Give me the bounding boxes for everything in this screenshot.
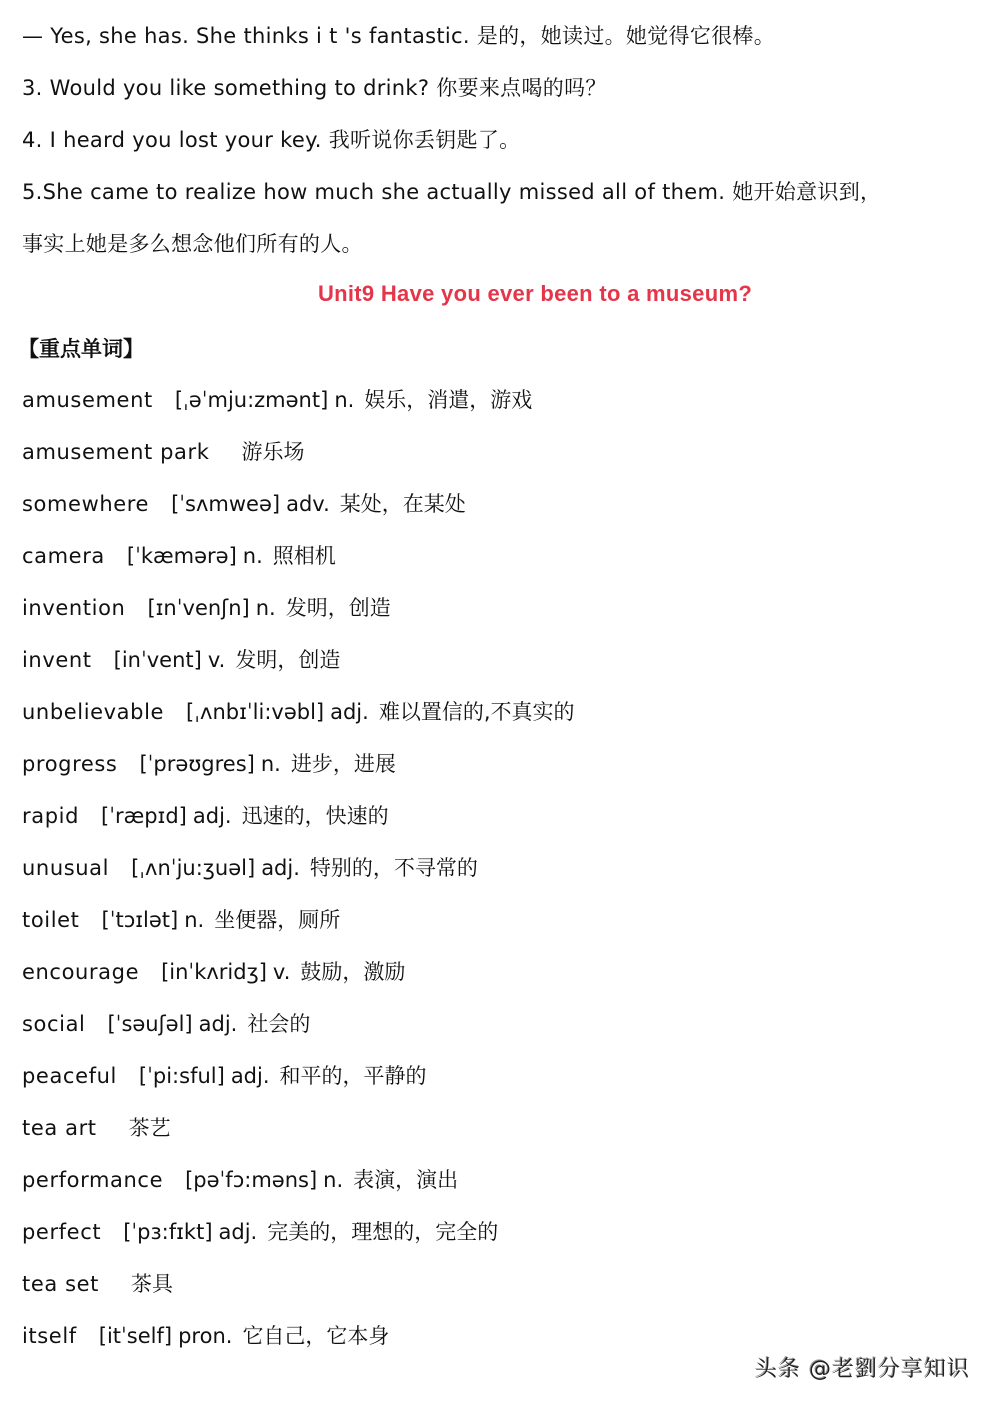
vocab-part-of-speech: v.	[272, 960, 291, 984]
vocab-part-of-speech: v.	[207, 648, 226, 672]
vocab-meaning: 迅速的，快速的	[241, 804, 389, 828]
vocab-part-of-speech: adv.	[286, 492, 330, 516]
unit-title: Unit9 Have you ever been to a museum?	[317, 281, 753, 306]
vocab-phonetic: [ˌəˈmju:zmənt]	[174, 388, 329, 412]
vocab-word: amusement park	[22, 440, 210, 464]
vocab-word: unusual	[22, 856, 110, 880]
vocab-phonetic: [ˈsʌmweə]	[171, 492, 281, 516]
vocab-entry	[22, 853, 478, 883]
vocab-word: social	[22, 1012, 86, 1036]
vocab-phonetic: [itˈself]	[98, 1324, 173, 1348]
watermark: 头条 @老劉分享知识	[755, 1357, 970, 1382]
vocab-meaning: 表演，演出	[353, 1168, 459, 1192]
vocab-entry	[22, 905, 340, 935]
vocab-phonetic: [ˈpɜ:fɪkt]	[123, 1220, 213, 1244]
vocab-meaning: 鼓励，激励	[300, 960, 406, 984]
vocab-phonetic: [ˈsəuʃəl]	[107, 1012, 193, 1036]
vocab-part-of-speech: adj.	[218, 1220, 258, 1244]
vocab-part-of-speech: n.	[334, 388, 355, 412]
vocab-phonetic: [inˈkʌridʒ]	[161, 960, 267, 984]
vocab-meaning: 它自己，它本身	[242, 1324, 390, 1348]
vocab-entry	[22, 1217, 498, 1247]
vocab-word: invent	[22, 648, 92, 672]
vocab-phonetic: [ˈprəʊgres]	[139, 752, 255, 776]
vocab-entry	[22, 541, 336, 571]
vocab-word: rapid	[22, 804, 79, 828]
vocab-entry	[22, 1061, 427, 1091]
intro-line: 3. Would you like something to drink? 你要来点喝的吗？	[22, 76, 607, 100]
vocab-entry	[22, 489, 466, 519]
vocab-entry	[22, 645, 340, 675]
vocab-meaning: 社会的	[247, 1012, 311, 1036]
vocab-entry	[22, 385, 532, 415]
vocab-phonetic: [ˈtɔɪlət]	[101, 908, 179, 932]
vocab-entry	[22, 1113, 171, 1143]
vocab-part-of-speech: n.	[242, 544, 263, 568]
vocab-part-of-speech: pron.	[178, 1324, 233, 1348]
vocab-word: progress	[22, 752, 118, 776]
vocab-entry	[22, 1321, 389, 1351]
vocab-part-of-speech: n.	[184, 908, 205, 932]
vocab-meaning: 茶具	[131, 1272, 173, 1296]
vocab-meaning: 游乐场	[241, 440, 305, 464]
vocab-word: amusement	[22, 388, 153, 412]
vocab-phonetic: [inˈvent]	[113, 648, 202, 672]
intro-line: — Yes, she has. She thinks i t 's fantastic. 是的，她读过。她觉得它很棒。	[22, 24, 776, 48]
vocab-meaning: 坐便器，厕所	[214, 908, 341, 932]
vocab-part-of-speech: adj.	[330, 700, 369, 724]
vocab-meaning: 某处，在某处	[339, 492, 466, 516]
vocab-word: itself	[22, 1324, 77, 1348]
vocab-meaning: 和平的，平静的	[279, 1064, 427, 1088]
vocab-meaning: 发明，创造	[285, 596, 391, 620]
vocab-phonetic: [ˈpi:sful]	[138, 1064, 225, 1088]
vocab-entry	[22, 801, 389, 831]
vocab-meaning: 茶艺	[128, 1116, 171, 1140]
vocab-entry	[22, 1009, 310, 1039]
vocab-part-of-speech: adj.	[192, 804, 232, 828]
vocab-meaning: 发明，创造	[235, 648, 341, 672]
vocab-word: toilet	[22, 908, 80, 932]
vocab-word: encourage	[22, 960, 140, 984]
intro-line: 事实上她是多么想念他们所有的人。	[22, 232, 363, 256]
vocab-entry	[22, 593, 391, 623]
vocab-part-of-speech: adj.	[261, 856, 300, 880]
vocab-entry	[22, 1269, 173, 1299]
vocab-phonetic: [ˌʌnˈju:ʒuəl]	[131, 856, 256, 880]
vocab-meaning: 难以置信的,不真实的	[378, 700, 575, 724]
intro-line: 5.She came to realize how much she actually missed all of them. 她开始意识到，	[22, 180, 882, 204]
vocab-part-of-speech: adj.	[198, 1012, 238, 1036]
vocab-phonetic: [ˌʌnbɪˈli:vəbl]	[186, 700, 325, 724]
vocab-entry	[22, 1165, 458, 1195]
vocab-entry	[22, 957, 405, 987]
intro-line: 4. I heard you lost your key. 我听说你丢钥匙了。	[22, 128, 521, 152]
vocab-phonetic: [ˈkæmərə]	[126, 544, 237, 568]
vocab-part-of-speech: adj.	[230, 1064, 270, 1088]
vocab-word: tea set	[22, 1272, 99, 1296]
vocab-word: performance	[22, 1168, 164, 1192]
vocab-phonetic: [ɪnˈvenʃn]	[147, 596, 250, 620]
vocab-word: tea art	[22, 1116, 97, 1140]
section-heading: 【重点单词】	[18, 337, 144, 361]
vocab-entry	[22, 437, 304, 467]
vocab-phonetic: [ˈræpɪd]	[101, 804, 187, 828]
vocab-meaning: 完美的，理想的，完全的	[267, 1220, 499, 1244]
vocab-meaning: 进步，进展	[290, 752, 396, 776]
vocab-entry	[22, 697, 575, 727]
vocab-part-of-speech: n.	[323, 1168, 344, 1192]
vocab-part-of-speech: n.	[255, 596, 276, 620]
vocab-word: peaceful	[22, 1064, 117, 1088]
vocab-word: perfect	[22, 1220, 102, 1244]
vocab-meaning: 特别的，不寻常的	[309, 856, 478, 880]
vocab-entry	[22, 749, 396, 779]
vocab-word: unbelievable	[22, 700, 165, 724]
vocab-part-of-speech: n.	[260, 752, 281, 776]
vocab-meaning: 照相机	[272, 544, 336, 568]
vocab-word: camera	[22, 544, 105, 568]
vocab-word: somewhere	[22, 492, 150, 516]
vocab-word: invention	[22, 596, 126, 620]
vocab-phonetic: [pəˈfɔ:məns]	[185, 1168, 318, 1192]
vocab-meaning: 娱乐，消遣，游戏	[364, 388, 533, 412]
